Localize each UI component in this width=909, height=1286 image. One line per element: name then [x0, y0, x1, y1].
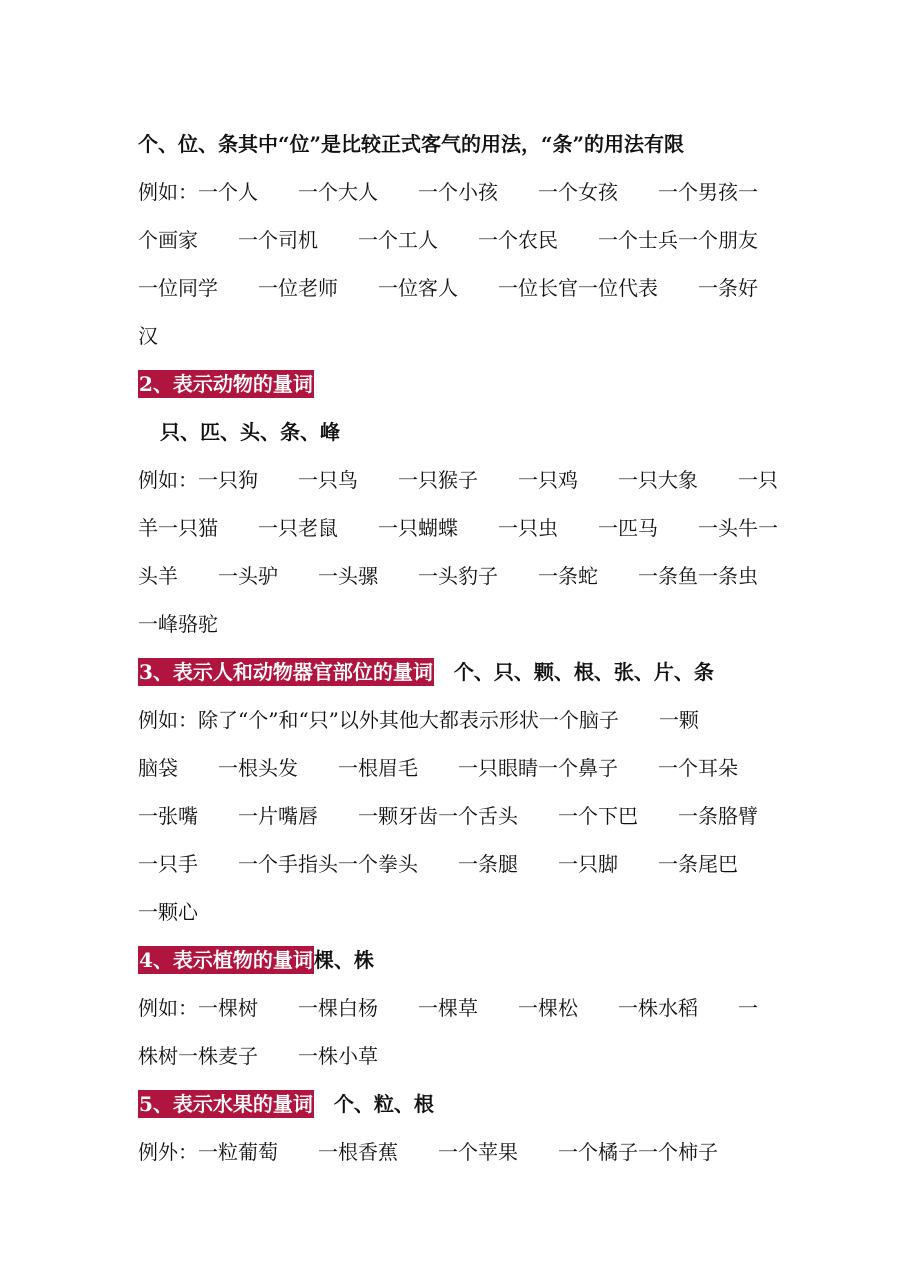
example-line: 例外：一粒葡萄 一根香蕉 一个苹果 一个橘子一个柿子: [138, 1140, 718, 1164]
highlighted-heading: 4、表示植物的量词: [139, 948, 313, 972]
example-line: 汉: [138, 324, 158, 348]
classifier-list-line: 只、匹、头、条、峰: [160, 420, 340, 444]
example-line: 株树一株麦子 一株小草: [138, 1044, 378, 1068]
heading-classifiers: 个、只、颗、根、张、片、条: [433, 660, 714, 684]
highlighted-heading: 5、表示水果的量词: [139, 1092, 313, 1116]
example-line: 例如：除了“个”和“只”以外其他大都表示形状一个脑子 一颗: [138, 708, 699, 732]
section-heading-fruits: [138, 1080, 778, 1128]
example-line: 脑袋 一根头发 一根眉毛 一只眼睛一个鼻子 一个耳朵: [138, 756, 738, 780]
example-line: 例如：一只狗 一只鸟 一只猴子 一只鸡 一只大象 一只: [138, 468, 778, 492]
highlighted-heading: 2、表示动物的量词: [139, 372, 313, 396]
example-line: 一只手 一个手指头一个拳头 一条腿 一只脚 一条尾巴: [138, 852, 738, 876]
section-heading-plants: [138, 936, 778, 984]
example-line: 一峰骆驼: [138, 612, 218, 636]
example-line: 例如：一个人 一个大人 一个小孩 一个女孩 一个男孩一: [138, 180, 758, 204]
example-line: 一张嘴 一片嘴唇 一颗牙齿一个舌头 一个下巴 一条胳臂: [138, 804, 758, 828]
highlighted-heading: 3、表示人和动物器官部位的量词: [139, 660, 433, 684]
example-line: 羊一只猫 一只老鼠 一只蝴蝶 一只虫 一匹马 一头牛一: [138, 516, 778, 540]
document-body: [138, 120, 778, 1176]
example-line: 例如：一棵树 一棵白杨 一棵草 一棵松 一株水稻 一: [138, 996, 758, 1020]
example-line: 一位同学 一位老师 一位客人 一位长官一位代表 一条好: [138, 276, 758, 300]
section-heading-body-parts: [138, 648, 778, 696]
example-line: 一颗心: [138, 900, 198, 924]
intro-classifier-line: 个、位、条其中“位”是比较正式客气的用法，“条”的用法有限: [138, 132, 685, 156]
heading-classifiers: 棵、株: [313, 948, 374, 972]
example-line: 个画家 一个司机 一个工人 一个农民 一个士兵一个朋友: [138, 228, 758, 252]
heading-classifiers: 个、粒、根: [313, 1092, 434, 1116]
example-line: 头羊 一头驴 一头骡 一头豹子 一条蛇 一条鱼一条虫: [138, 564, 758, 588]
section-heading-animals: [138, 360, 778, 408]
